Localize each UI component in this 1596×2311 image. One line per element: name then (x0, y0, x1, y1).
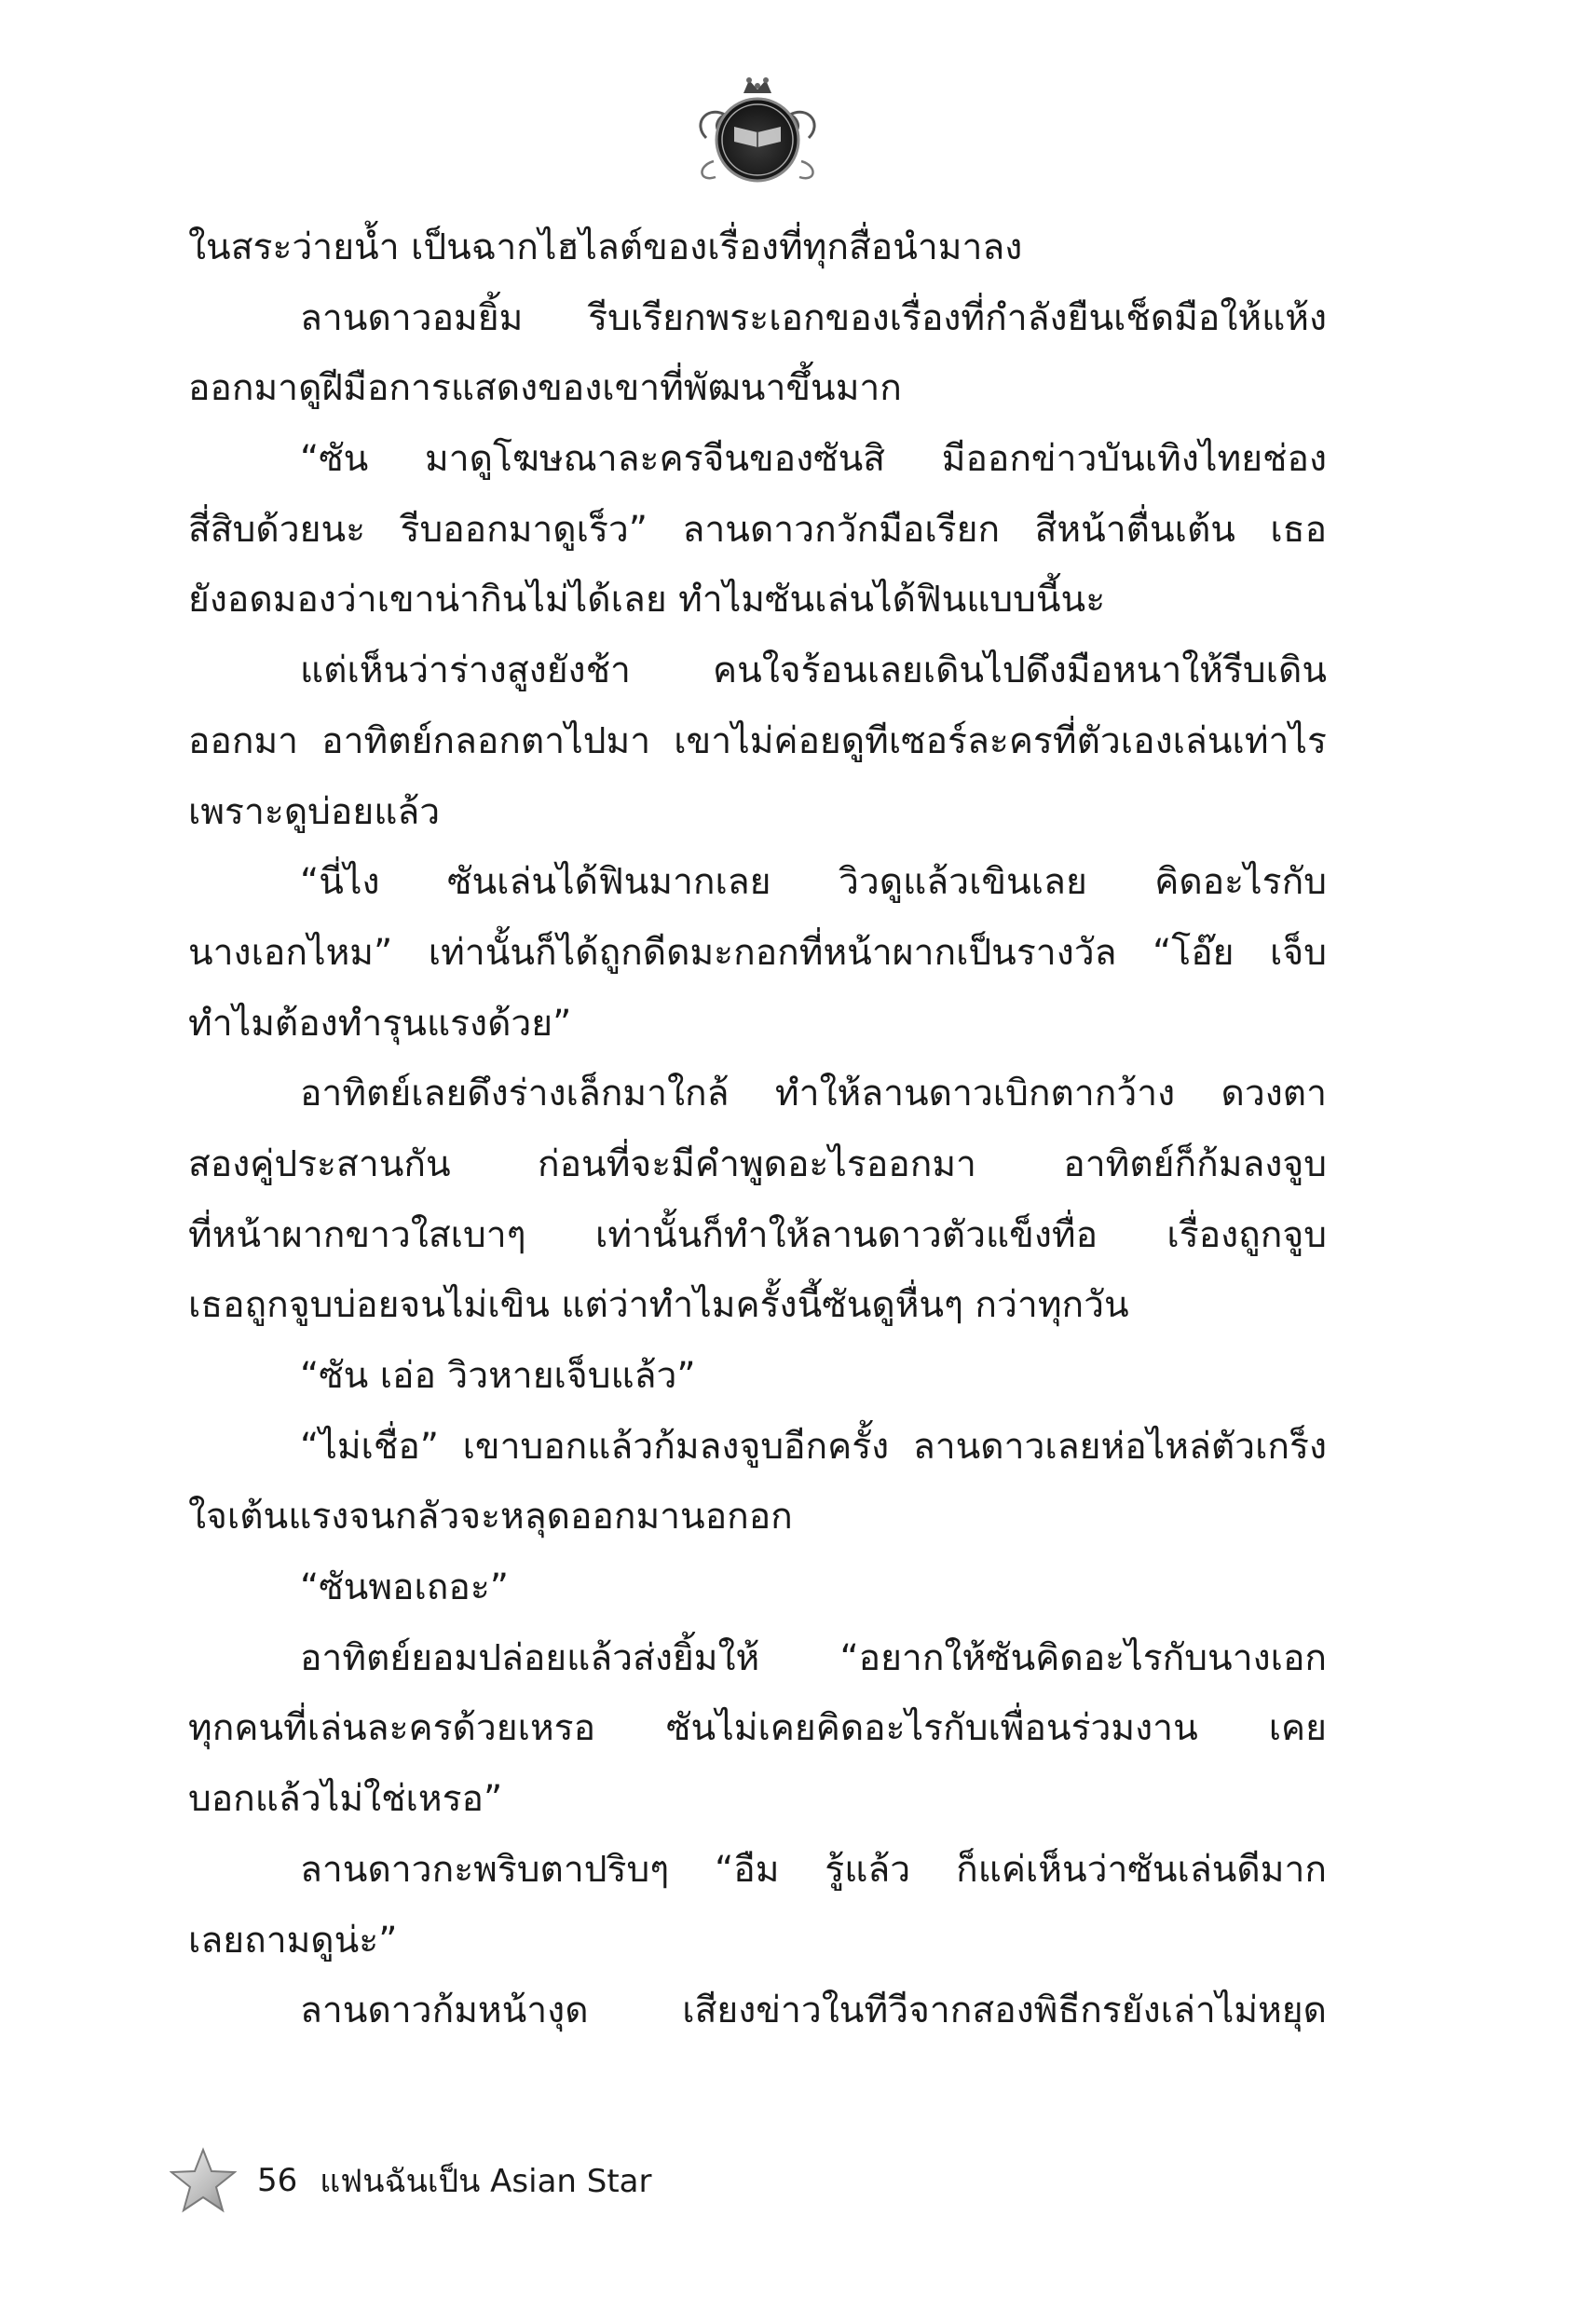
star-icon (170, 2147, 237, 2214)
body-line: บอกแล้วไม่ใช่เหรอ” (188, 1778, 503, 1821)
body-line: ทำไมต้องทำรุนแรงด้วย” (188, 1002, 572, 1045)
body-line: ลานดาวอมยิ้ม รีบเรียกพระเอกของเรื่องที่กำลังยืนเช็ดมือให้แห้ง (300, 296, 1327, 339)
body-line: แต่เห็นว่าร่างสูงยังช้า คนใจร้อนเลยเดินไปดึงมือหนาให้รีบเดิน (300, 650, 1327, 692)
body-line: “นี่ไง ซันเล่นได้ฟินมากเลย วิวดูแล้วเขินเลย คิดอะไรกับ (300, 861, 1327, 904)
body-line: “ซัน เอ่อ วิวหายเจ็บแล้ว” (300, 1355, 696, 1397)
page-footer (170, 2143, 652, 2218)
body-line: นางเอกไหม” เท่านั้นก็ได้ถูกดีดมะกอกที่หน้าผากเป็นรางวัล “โอ๊ย เจ็บ (188, 931, 1327, 974)
body-line: ออกมาดูฝีมือการแสดงของเขาที่พัฒนาขึ้นมาก (188, 367, 902, 410)
body-line: เลยถามดูน่ะ” (188, 1919, 398, 1962)
body-line: ทุกคนที่เล่นละครด้วยเหรอ ซันไม่เคยคิดอะไรกับเพื่อนร่วมงาน เคย (188, 1707, 1327, 1750)
body-line: ลานดาวกะพริบตาปริบๆ “อืม รู้แล้ว ก็แค่เห็นว่าซันเล่นดีมาก (300, 1848, 1327, 1891)
header-logo (688, 73, 827, 188)
body-line: “ไม่เชื่อ” เขาบอกแล้วก้มลงจูบอีกครั้ง ลานดาวเลยห่อไหล่ตัวเกร็ง (300, 1425, 1327, 1468)
body-line: สี่สิบด้วยนะ รีบออกมาดูเร็ว” ลานดาวกวักมือเรียก สีหน้าตื่นเต้น เธอ (188, 508, 1327, 551)
book-title: แฟนฉันเป็น Asian Star (320, 2163, 652, 2200)
body-line: “ซันพอเถอะ” (300, 1566, 509, 1609)
body-line: เพราะดูบ่อยแล้ว (188, 790, 441, 833)
body-text (188, 212, 1327, 2046)
body-line: อาทิตย์ยอมปล่อยแล้วส่งยิ้มให้ “อยากให้ซันคิดอะไรกับนางเอก (300, 1636, 1327, 1679)
body-line: ออกมา อาทิตย์กลอกตาไปมา เขาไม่ค่อยดูทีเซอร์ละครที่ตัวเองเล่นเท่าไร (188, 719, 1327, 762)
body-line: ใจเต้นแรงจนกลัวจะหลุดออกมานอกอก (188, 1496, 793, 1538)
body-line: เธอถูกจูบบ่อยจนไม่เขิน แต่ว่าทำไมครั้งนี้ซันดูหื่นๆ กว่าทุกวัน (188, 1284, 1129, 1327)
body-line: ที่หน้าผากขาวใสเบาๆ เท่านั้นก็ทำให้ลานดาวตัวแข็งทื่อ เรื่องถูกจูบ (188, 1213, 1327, 1256)
body-line: ลานดาวก้มหน้างุด เสียงข่าวในทีวีจากสองพิธีกรยังเล่าไม่หยุด (300, 1990, 1327, 2032)
body-line: สองคู่ประสานกัน ก่อนที่จะมีคำพูดอะไรออกมา อาทิตย์ก็ก้มลงจูบ (188, 1142, 1327, 1185)
page-number: 56 (257, 2162, 298, 2199)
ornate-emblem-icon (688, 73, 827, 188)
body-line: “ซัน มาดูโฆษณาละครจีนของซันสิ มีออกข่าวบันเทิงไทยช่อง (300, 438, 1327, 481)
body-line: ยังอดมองว่าเขาน่ากินไม่ได้เลย ทำไมซันเล่นได้ฟินแบบนี้นะ (188, 579, 1106, 622)
body-line: ในสระว่ายน้ำ เป็นฉากไฮไลต์ของเรื่องที่ทุกสื่อนำมาลง (188, 226, 1023, 268)
body-line: อาทิตย์เลยดึงร่างเล็กมาใกล้ ทำให้ลานดาวเบิกตากว้าง ดวงตา (300, 1073, 1327, 1115)
